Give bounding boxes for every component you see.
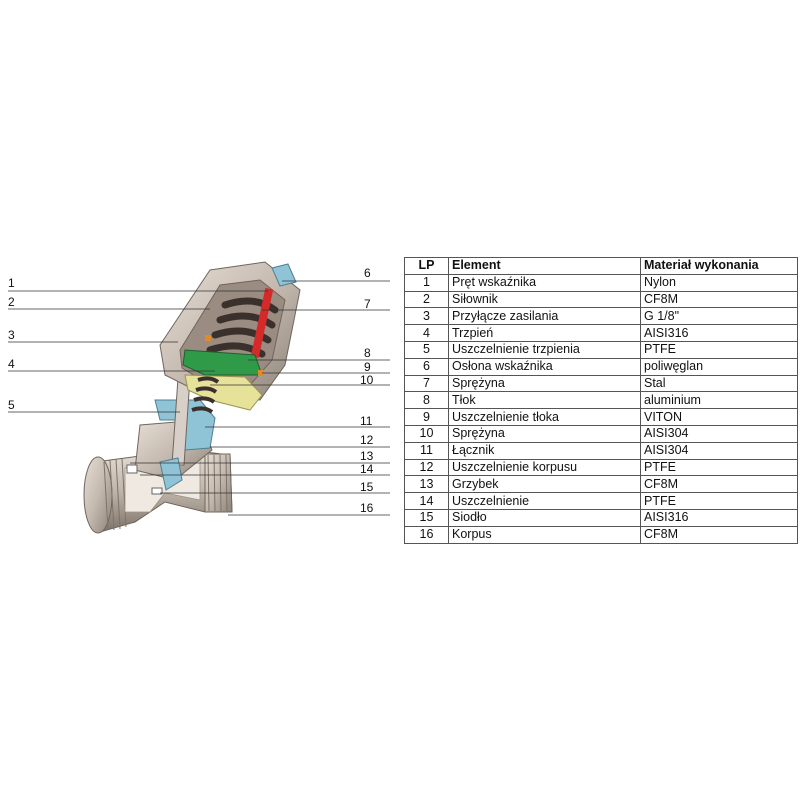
table-row xyxy=(405,308,798,325)
cell-lp: 11 xyxy=(405,442,449,459)
table-row xyxy=(405,409,798,426)
cell-material: G 1/8" xyxy=(641,308,798,325)
cell-material: AISI316 xyxy=(641,325,798,342)
callout-number: 10 xyxy=(360,373,374,387)
cell-material: PTFE xyxy=(641,459,798,476)
cell-material: aluminium xyxy=(641,392,798,409)
cell-lp: 8 xyxy=(405,392,449,409)
table-row xyxy=(405,291,798,308)
table-row xyxy=(405,459,798,476)
callout-number: 3 xyxy=(8,328,15,342)
cell-element: Uszczelnienie trzpienia xyxy=(449,341,641,358)
table-row xyxy=(405,341,798,358)
cell-element: Siodło xyxy=(449,509,641,526)
table-row xyxy=(405,325,798,342)
cell-element: Korpus xyxy=(449,526,641,543)
cell-element: Uszczelnienie tłoka xyxy=(449,409,641,426)
valve-illustration xyxy=(0,250,395,550)
header-material: Materiał wykonania xyxy=(641,258,798,275)
cell-lp: 16 xyxy=(405,526,449,543)
table-row xyxy=(405,493,798,510)
cell-element: Sprężyna xyxy=(449,425,641,442)
callout-number: 1 xyxy=(8,276,15,290)
table-row xyxy=(405,476,798,493)
callout-number: 8 xyxy=(364,346,371,360)
cell-lp: 13 xyxy=(405,476,449,493)
callout-number: 13 xyxy=(360,449,374,463)
callout-number: 9 xyxy=(364,360,371,374)
cell-material: VITON xyxy=(641,409,798,426)
callout-number: 11 xyxy=(360,414,373,428)
cell-element: Pręt wskaźnika xyxy=(449,274,641,291)
callout-number: 6 xyxy=(364,266,371,280)
cell-element: Osłona wskaźnika xyxy=(449,358,641,375)
table-row xyxy=(405,392,798,409)
table-row xyxy=(405,526,798,543)
cell-lp: 3 xyxy=(405,308,449,325)
table-row xyxy=(405,509,798,526)
callout-number: 4 xyxy=(8,357,15,371)
cell-element: Uszczelnienie korpusu xyxy=(449,459,641,476)
cell-material: Nylon xyxy=(641,274,798,291)
cell-lp: 4 xyxy=(405,325,449,342)
cell-element: Siłownik xyxy=(449,291,641,308)
table-row xyxy=(405,442,798,459)
callout-number: 14 xyxy=(360,462,374,476)
header-element: Element xyxy=(449,258,641,275)
cell-element: Łącznik xyxy=(449,442,641,459)
table-header-row xyxy=(405,258,798,275)
cell-material: PTFE xyxy=(641,493,798,510)
cell-element: Przyłącze zasilania xyxy=(449,308,641,325)
table-row xyxy=(405,375,798,392)
cell-element: Sprężyna xyxy=(449,375,641,392)
cell-material: CF8M xyxy=(641,476,798,493)
cell-material: AISI304 xyxy=(641,425,798,442)
header-lp: LP xyxy=(405,258,449,275)
valve-cutaway-diagram xyxy=(0,250,395,550)
callout-number: 5 xyxy=(8,398,15,412)
cell-material: AISI304 xyxy=(641,442,798,459)
callout-number: 7 xyxy=(364,297,371,311)
cell-material: PTFE xyxy=(641,341,798,358)
cell-element: Tłok xyxy=(449,392,641,409)
parts-table xyxy=(404,257,798,544)
cell-lp: 1 xyxy=(405,274,449,291)
cell-lp: 14 xyxy=(405,493,449,510)
cell-material: AISI316 xyxy=(641,509,798,526)
cell-lp: 15 xyxy=(405,509,449,526)
cell-material: CF8M xyxy=(641,526,798,543)
callout-number: 12 xyxy=(360,433,374,447)
cell-material: CF8M xyxy=(641,291,798,308)
cell-lp: 2 xyxy=(405,291,449,308)
cell-lp: 7 xyxy=(405,375,449,392)
table-row xyxy=(405,425,798,442)
cell-material: poliwęglan xyxy=(641,358,798,375)
cell-lp: 12 xyxy=(405,459,449,476)
callout-number: 15 xyxy=(360,480,374,494)
table-row xyxy=(405,274,798,291)
cell-element: Uszczelnienie xyxy=(449,493,641,510)
cell-element: Trzpień xyxy=(449,325,641,342)
callout-number: 2 xyxy=(8,295,15,309)
cell-lp: 5 xyxy=(405,341,449,358)
cell-lp: 10 xyxy=(405,425,449,442)
callout-number: 16 xyxy=(360,501,374,515)
cell-lp: 6 xyxy=(405,358,449,375)
cell-lp: 9 xyxy=(405,409,449,426)
table-row xyxy=(405,358,798,375)
cell-element: Grzybek xyxy=(449,476,641,493)
cell-material: Stal xyxy=(641,375,798,392)
